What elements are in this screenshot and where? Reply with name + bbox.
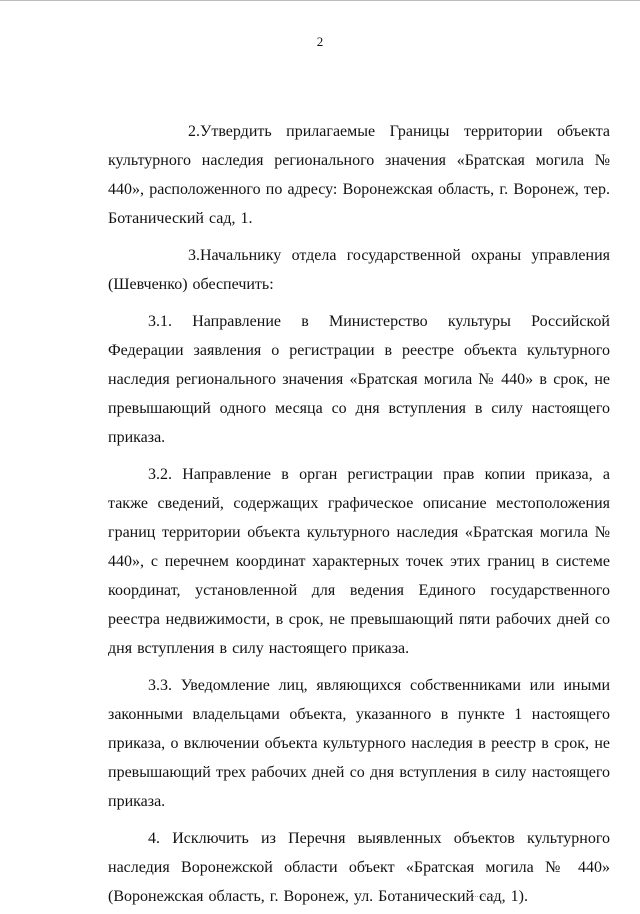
- paragraph-text: Начальнику отдела государственной охраны управления (Шевченко) обеспечить:: [108, 247, 610, 293]
- paragraph-3: [108, 241, 610, 299]
- paragraph-4: [108, 824, 610, 911]
- scan-edge-mark: [466, 896, 496, 898]
- paragraph-text: 3.2. Направление в орган регистрации прав копии приказа, а также сведений, содержащих графическое описание местоположения границ территории объекта культурного наследия «Братская могила № 440», с перечнем координат характерных точек этих границ в системе координат, установленной для ведения Единого государственного реестра недвижимости, в срок, не превышающий пяти рабочих дней со дня вступления в силу настоящего приказа.: [108, 466, 610, 657]
- paragraph-text: 4. Исключить из Перечня выявленных объектов культурного наследия Воронежской области объект «Братская могила № 440» (Воронежская область, г. Воронеж, ул. Ботанический сад, 1).: [108, 830, 610, 905]
- paragraph-number: 2.: [188, 123, 200, 140]
- paragraph-text: 3.3. Уведомление лиц, являющихся собственниками или иными законными владельцами объекта, указанного в пункте 1 настоящего приказа, о включении объекта культурного наследия в реестр в срок, не превышающий трех рабочих дней со дня вступления в силу настоящего приказа.: [108, 677, 610, 810]
- paragraph-text: 3.1. Направление в Министерство культуры Российской Федерации заявления о регистрации в реестре объекта культурного наследия регионального значения «Братская могила № 440» в срок, не превышающий одного месяца со дня вступления в силу настоящего приказа.: [108, 313, 610, 446]
- paragraph-3-2: [108, 460, 610, 663]
- paragraph-2: [108, 117, 610, 233]
- paragraph-number: 3.: [188, 247, 200, 264]
- paragraph-3-1: [108, 307, 610, 452]
- page-top-edge: [0, 0, 640, 1]
- paragraph-3-3: [108, 671, 610, 816]
- document-body: [108, 117, 610, 914]
- paragraph-text: Утвердить прилагаемые Границы территории объекта культурного наследия регионального значения «Братская могила № 440», расположенного по адресу: Воронежская область, г. Воронеж, тер. Ботанический сад, 1.: [108, 123, 610, 227]
- page-number: 2: [316, 34, 324, 49]
